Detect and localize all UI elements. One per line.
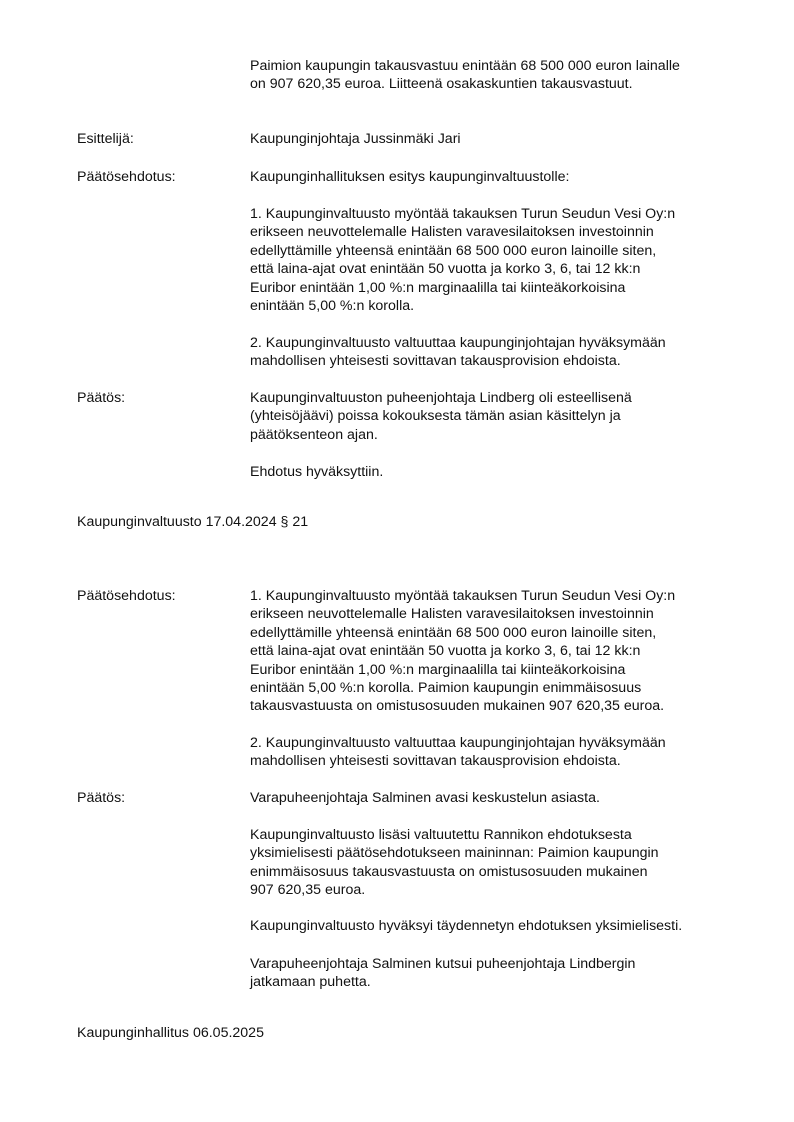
decision-2-paragraph-1: Varapuheenjohtaja Salminen avasi keskustelun asiasta. — [250, 790, 600, 806]
decision-2-paragraph-3: Kaupunginvaltuusto hyväksyi täydennetyn ehdotuksen yksimielisesti. — [250, 918, 683, 934]
council-heading: Kaupunginvaltuusto 17.04.2024 § 21 — [77, 514, 309, 530]
decision-2-paragraph-2: Kaupunginvaltuusto lisäsi valtuutettu Rannikon ehdotuksesta yksimielisesti päätösehdotukseen maininnan: Paimion kaupungin enimmäisosuus takausvastuusta on omistusosuuden mukainen 907 620,35 euroa. — [250, 827, 659, 899]
proposal-2-item-2: 2. Kaupunginvaltuusto valtuuttaa kaupunginjohtajan hyväksymään mahdollisen yhteisesti sovittavan takausprovision ehdoista. — [250, 735, 666, 770]
intro-paragraph: Paimion kaupungin takausvastuu enintään 68 500 000 euron lainalle on 907 620,35 euroa. Liitteenä osakaskuntien takausvastuut. — [250, 58, 680, 93]
proposal-item-2: 2. Kaupunginvaltuusto valtuuttaa kaupunginjohtajan hyväksymään mahdollisen yhteisesti sovittavan takausprovision ehdoista. — [250, 335, 666, 370]
proposal-label: Päätösehdotus: — [77, 169, 176, 185]
presenter-value: Kaupunginjohtaja Jussinmäki Jari — [250, 131, 461, 147]
decision-2-paragraph-4: Varapuheenjohtaja Salminen kutsui puheenjohtaja Lindbergin jatkamaan puhetta. — [250, 956, 636, 991]
proposal-2-item-1: 1. Kaupunginvaltuusto myöntää takauksen Turun Seudun Vesi Oy:n erikseen neuvottelemalle Halisten varavesilaitoksen investoinnin edellyttämille yhteensä enintään 68 500 000 euron lainoille siten, että laina-ajat ovat enintään 50 vuotta ja korko 3, 6, tai 12 kk:n Euribor enintään 1,00 %:n marginaalilla tai kiinteäkorkoisina enintään 5,00 %:n korolla. Paimion kaupungin enimmäisosuus takausvastuusta on omistusosuuden mukainen 907 620,35 euroa. — [250, 588, 676, 715]
presenter-label: Esittelijä: — [77, 131, 134, 147]
proposal-label-2: Päätösehdotus: — [77, 588, 176, 604]
proposal-item-1: 1. Kaupunginvaltuusto myöntää takauksen Turun Seudun Vesi Oy:n erikseen neuvottelemalle Halisten varavesilaitoksen investoinnin edellyttämille yhteensä enintään 68 500 000 euron lainoille siten, että laina-ajat ovat enintään 50 vuotta ja korko 3, 6, tai 12 kk:n Euribor enintään 1,00 %:n marginaalilla tai kiinteäkorkoisina enintään 5,00 %:n korolla. — [250, 206, 676, 315]
board-heading: Kaupunginhallitus 06.05.2025 — [77, 1025, 264, 1041]
decision-paragraph-2: Ehdotus hyväksyttiin. — [250, 464, 384, 480]
proposal-intro: Kaupunginhallituksen esitys kaupunginvaltuustolle: — [250, 169, 570, 185]
decision-paragraph-1: Kaupunginvaltuuston puheenjohtaja Lindberg oli esteellisenä (yhteisöjäävi) poissa kokouksesta tämän asian käsittelyn ja päätöksenteon ajan. — [250, 390, 632, 443]
decision-label-2: Päätös: — [77, 790, 126, 806]
decision-label: Päätös: — [77, 390, 126, 406]
